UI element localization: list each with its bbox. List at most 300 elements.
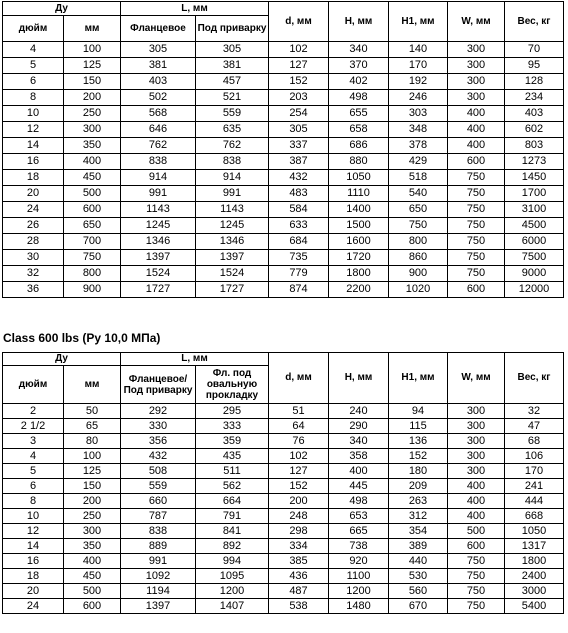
header-du: Ду — [3, 2, 121, 16]
table-cell: 502 — [121, 90, 196, 106]
table-cell: 8 — [3, 90, 64, 106]
table-row — [3, 58, 564, 74]
table-cell: 700 — [64, 234, 121, 250]
table-row — [3, 509, 564, 524]
table-cell: 508 — [121, 464, 196, 479]
table-cell: 12000 — [505, 282, 564, 298]
table-cell: 5400 — [505, 599, 564, 614]
table-cell: 500 — [448, 524, 505, 539]
table-cell: 1524 — [121, 266, 196, 282]
header-weight: Вес, кг — [505, 2, 564, 42]
table-cell: 400 — [448, 122, 505, 138]
table-cell: 263 — [389, 494, 448, 509]
table-cell: 540 — [389, 186, 448, 202]
table-cell: 16 — [3, 154, 64, 170]
table-row — [3, 202, 564, 218]
header-w: W, мм — [448, 353, 505, 404]
table-cell: 50 — [64, 404, 121, 419]
table-cell: 350 — [64, 539, 121, 554]
table-cell: 1194 — [121, 584, 196, 599]
table-cell: 340 — [329, 434, 389, 449]
header-oval-gasket: Фл. под овальную прокладку — [196, 366, 269, 404]
table-cell: 200 — [64, 90, 121, 106]
table-cell: 51 — [269, 404, 329, 419]
table-cell: 400 — [448, 509, 505, 524]
table-cell: 1092 — [121, 569, 196, 584]
table-cell: 664 — [196, 494, 269, 509]
table-cell: 65 — [64, 419, 121, 434]
table-cell: 498 — [329, 494, 389, 509]
table-row — [3, 170, 564, 186]
table-cell: 10 — [3, 509, 64, 524]
table-cell: 152 — [269, 479, 329, 494]
table-row — [3, 138, 564, 154]
header-flanged-weld: Фланцевое/ Под приварку — [121, 366, 196, 404]
table-cell: 750 — [448, 266, 505, 282]
table-cell: 500 — [64, 584, 121, 599]
table-cell: 127 — [269, 464, 329, 479]
header-du: Ду — [3, 353, 121, 366]
table-1-body — [3, 42, 564, 298]
header-inch: дюйм — [3, 366, 64, 404]
table-cell: 402 — [329, 74, 389, 90]
section-title: Class 600 lbs (Py 10,0 МПа) — [3, 331, 161, 345]
table-cell: 300 — [448, 90, 505, 106]
table-cell: 914 — [196, 170, 269, 186]
table-cell: 530 — [389, 569, 448, 584]
table-cell: 750 — [448, 250, 505, 266]
table-cell: 4500 — [505, 218, 564, 234]
table-cell: 295 — [196, 404, 269, 419]
table-cell: 498 — [329, 90, 389, 106]
table-cell: 738 — [329, 539, 389, 554]
table-cell: 1524 — [196, 266, 269, 282]
table-cell: 686 — [329, 138, 389, 154]
table-cell: 95 — [505, 58, 564, 74]
table-cell: 5 — [3, 464, 64, 479]
table-cell: 64 — [269, 419, 329, 434]
table-row — [3, 494, 564, 509]
header-h: H, мм — [329, 2, 389, 42]
table-cell: 6000 — [505, 234, 564, 250]
table-row — [3, 282, 564, 298]
table-cell: 356 — [121, 434, 196, 449]
table-cell: 559 — [196, 106, 269, 122]
table-cell: 600 — [64, 202, 121, 218]
table-cell: 4 — [3, 449, 64, 464]
table-cell: 457 — [196, 74, 269, 90]
table-cell: 500 — [64, 186, 121, 202]
table-cell: 511 — [196, 464, 269, 479]
table-cell: 6 — [3, 479, 64, 494]
table-cell: 1397 — [121, 599, 196, 614]
table-cell: 300 — [448, 74, 505, 90]
table-cell: 1727 — [196, 282, 269, 298]
table-row — [3, 154, 564, 170]
table-cell: 300 — [64, 524, 121, 539]
table-row — [3, 584, 564, 599]
table-cell: 128 — [505, 74, 564, 90]
table-cell: 1500 — [329, 218, 389, 234]
table-cell: 658 — [329, 122, 389, 138]
table-cell: 127 — [269, 58, 329, 74]
header-h: H, мм — [329, 353, 389, 404]
table-cell: 600 — [448, 282, 505, 298]
table-cell: 1480 — [329, 599, 389, 614]
table-cell: 800 — [389, 234, 448, 250]
table-cell: 16 — [3, 554, 64, 569]
table-cell: 668 — [505, 509, 564, 524]
table-cell: 838 — [196, 154, 269, 170]
table-cell: 9000 — [505, 266, 564, 282]
table-cell: 892 — [196, 539, 269, 554]
table-cell: 1245 — [196, 218, 269, 234]
table-cell: 290 — [329, 419, 389, 434]
table-row — [3, 42, 564, 58]
table-row — [3, 419, 564, 434]
table-cell: 125 — [64, 464, 121, 479]
table-cell: 4 — [3, 42, 64, 58]
table-cell: 991 — [121, 554, 196, 569]
table-cell: 10 — [3, 106, 64, 122]
table-cell: 400 — [448, 494, 505, 509]
table-row — [3, 539, 564, 554]
table-cell: 26 — [3, 218, 64, 234]
table-cell: 633 — [269, 218, 329, 234]
table-cell: 400 — [448, 138, 505, 154]
table-row — [3, 554, 564, 569]
table-cell: 250 — [64, 509, 121, 524]
table-cell: 538 — [269, 599, 329, 614]
table-cell: 1800 — [329, 266, 389, 282]
table-cell: 68 — [505, 434, 564, 449]
table-cell: 1450 — [505, 170, 564, 186]
table-cell: 12 — [3, 524, 64, 539]
header-mm: мм — [64, 366, 121, 404]
table-cell: 106 — [505, 449, 564, 464]
table-cell: 115 — [389, 419, 448, 434]
table-cell: 838 — [121, 154, 196, 170]
table-cell: 1273 — [505, 154, 564, 170]
table-cell: 1400 — [329, 202, 389, 218]
table-cell: 12 — [3, 122, 64, 138]
table-cell: 450 — [64, 569, 121, 584]
header-weight: Вес, кг — [505, 353, 564, 404]
header-weld: Под приварку — [196, 16, 269, 42]
table-cell: 750 — [448, 202, 505, 218]
table-cell: 300 — [448, 404, 505, 419]
table-cell: 1727 — [121, 282, 196, 298]
table-cell: 400 — [64, 154, 121, 170]
table-cell: 300 — [448, 434, 505, 449]
table-cell: 2200 — [329, 282, 389, 298]
table-cell: 32 — [505, 404, 564, 419]
table-cell: 330 — [121, 419, 196, 434]
table-cell: 403 — [505, 106, 564, 122]
table-cell: 487 — [269, 584, 329, 599]
table-cell: 646 — [121, 122, 196, 138]
table-cell: 359 — [196, 434, 269, 449]
table-cell: 750 — [448, 234, 505, 250]
table-cell: 150 — [64, 74, 121, 90]
table-cell: 20 — [3, 584, 64, 599]
table-cell: 791 — [196, 509, 269, 524]
table-cell: 602 — [505, 122, 564, 138]
table-cell: 305 — [196, 42, 269, 58]
table-cell: 2 — [3, 404, 64, 419]
table-cell: 600 — [448, 154, 505, 170]
table-cell: 18 — [3, 170, 64, 186]
table-cell: 665 — [329, 524, 389, 539]
table-cell: 432 — [121, 449, 196, 464]
table-cell: 803 — [505, 138, 564, 154]
table-cell: 1346 — [121, 234, 196, 250]
table-cell: 444 — [505, 494, 564, 509]
table-cell: 333 — [196, 419, 269, 434]
table-row — [3, 449, 564, 464]
table-cell: 241 — [505, 479, 564, 494]
table-cell: 1317 — [505, 539, 564, 554]
table-cell: 389 — [389, 539, 448, 554]
table-cell: 1020 — [389, 282, 448, 298]
table-cell: 300 — [448, 42, 505, 58]
table-cell: 381 — [196, 58, 269, 74]
table-cell: 70 — [505, 42, 564, 58]
table-cell: 1245 — [121, 218, 196, 234]
table-cell: 8 — [3, 494, 64, 509]
header-length: L, мм — [121, 353, 269, 366]
table-cell: 125 — [64, 58, 121, 74]
table-cell: 24 — [3, 202, 64, 218]
table-cell: 100 — [64, 449, 121, 464]
table-row — [3, 464, 564, 479]
table-cell: 450 — [64, 170, 121, 186]
table-cell: 370 — [329, 58, 389, 74]
table-cell: 1200 — [196, 584, 269, 599]
table-cell: 240 — [329, 404, 389, 419]
table-cell: 246 — [389, 90, 448, 106]
table-cell: 991 — [196, 186, 269, 202]
table-cell: 1100 — [329, 569, 389, 584]
table-cell: 800 — [64, 266, 121, 282]
table-row — [3, 90, 564, 106]
table-cell: 2 1/2 — [3, 419, 64, 434]
table-cell: 3100 — [505, 202, 564, 218]
table-row — [3, 479, 564, 494]
table-cell: 483 — [269, 186, 329, 202]
table-cell: 635 — [196, 122, 269, 138]
table-cell: 180 — [389, 464, 448, 479]
table-cell: 1200 — [329, 584, 389, 599]
table-cell: 653 — [329, 509, 389, 524]
table-cell: 6 — [3, 74, 64, 90]
table-cell: 900 — [64, 282, 121, 298]
table-row — [3, 569, 564, 584]
table-cell: 209 — [389, 479, 448, 494]
table-cell: 562 — [196, 479, 269, 494]
table-cell: 20 — [3, 186, 64, 202]
table-cell: 47 — [505, 419, 564, 434]
table-cell: 750 — [448, 554, 505, 569]
table-cell: 1407 — [196, 599, 269, 614]
table-cell: 140 — [389, 42, 448, 58]
table-cell: 750 — [64, 250, 121, 266]
table-cell: 600 — [448, 539, 505, 554]
table-cell: 200 — [269, 494, 329, 509]
table-row — [3, 524, 564, 539]
table-cell: 900 — [389, 266, 448, 282]
table-cell: 300 — [448, 449, 505, 464]
table-row — [3, 250, 564, 266]
table-cell: 1800 — [505, 554, 564, 569]
table-cell: 750 — [448, 218, 505, 234]
table-cell: 762 — [196, 138, 269, 154]
table-cell: 381 — [121, 58, 196, 74]
table-cell: 234 — [505, 90, 564, 106]
table-cell: 650 — [389, 202, 448, 218]
table-cell: 403 — [121, 74, 196, 90]
table-cell: 354 — [389, 524, 448, 539]
table-cell: 440 — [389, 554, 448, 569]
table-cell: 170 — [389, 58, 448, 74]
table-cell: 305 — [269, 122, 329, 138]
table-row — [3, 234, 564, 250]
table-cell: 254 — [269, 106, 329, 122]
table-cell: 36 — [3, 282, 64, 298]
table-cell: 292 — [121, 404, 196, 419]
table-cell: 300 — [64, 122, 121, 138]
table-cell: 94 — [389, 404, 448, 419]
table-cell: 1050 — [329, 170, 389, 186]
table-cell: 303 — [389, 106, 448, 122]
header-inch: дюйм — [3, 16, 64, 42]
table-cell: 337 — [269, 138, 329, 154]
dimensions-table-2 — [2, 352, 564, 614]
table-cell: 102 — [269, 42, 329, 58]
table-row — [3, 218, 564, 234]
table-cell: 5 — [3, 58, 64, 74]
table-cell: 300 — [448, 464, 505, 479]
table-cell: 560 — [389, 584, 448, 599]
table-cell: 250 — [64, 106, 121, 122]
header-h1: H1, мм — [389, 2, 448, 42]
table-cell: 400 — [329, 464, 389, 479]
table-cell: 445 — [329, 479, 389, 494]
table-cell: 762 — [121, 138, 196, 154]
dimensions-table-1 — [2, 1, 564, 298]
table-cell: 136 — [389, 434, 448, 449]
table-cell: 3 — [3, 434, 64, 449]
table-cell: 385 — [269, 554, 329, 569]
table-cell: 655 — [329, 106, 389, 122]
table-cell: 1095 — [196, 569, 269, 584]
table-cell: 750 — [448, 584, 505, 599]
table-cell: 378 — [389, 138, 448, 154]
table-cell: 1050 — [505, 524, 564, 539]
table-cell: 300 — [448, 419, 505, 434]
table-cell: 920 — [329, 554, 389, 569]
table-cell: 400 — [64, 554, 121, 569]
table-cell: 203 — [269, 90, 329, 106]
table-cell: 18 — [3, 569, 64, 584]
table-cell: 200 — [64, 494, 121, 509]
table-cell: 994 — [196, 554, 269, 569]
table-cell: 350 — [64, 138, 121, 154]
table-cell: 559 — [121, 479, 196, 494]
table-cell: 838 — [121, 524, 196, 539]
table-cell: 750 — [448, 170, 505, 186]
table-cell: 152 — [269, 74, 329, 90]
table-cell: 305 — [121, 42, 196, 58]
table-row — [3, 266, 564, 282]
table-cell: 300 — [448, 58, 505, 74]
table-cell: 436 — [269, 569, 329, 584]
table-cell: 429 — [389, 154, 448, 170]
table-cell: 7500 — [505, 250, 564, 266]
header-mm: мм — [64, 16, 121, 42]
table-row — [3, 599, 564, 614]
table-cell: 1110 — [329, 186, 389, 202]
table-cell: 600 — [64, 599, 121, 614]
table-cell: 880 — [329, 154, 389, 170]
table-cell: 779 — [269, 266, 329, 282]
table-cell: 889 — [121, 539, 196, 554]
table-cell: 340 — [329, 42, 389, 58]
table-cell: 991 — [121, 186, 196, 202]
table-cell: 914 — [121, 170, 196, 186]
header-w: W, мм — [448, 2, 505, 42]
table-row — [3, 74, 564, 90]
table-cell: 518 — [389, 170, 448, 186]
header-length: L, мм — [121, 2, 269, 16]
table-cell: 1346 — [196, 234, 269, 250]
table-cell: 102 — [269, 449, 329, 464]
table-cell: 684 — [269, 234, 329, 250]
table-cell: 400 — [448, 479, 505, 494]
table-cell: 170 — [505, 464, 564, 479]
table-cell: 14 — [3, 539, 64, 554]
table-cell: 670 — [389, 599, 448, 614]
table-cell: 24 — [3, 599, 64, 614]
table-2-body — [3, 404, 564, 614]
table-cell: 1600 — [329, 234, 389, 250]
table-cell: 1397 — [121, 250, 196, 266]
table-row — [3, 186, 564, 202]
table-cell: 787 — [121, 509, 196, 524]
table-cell: 387 — [269, 154, 329, 170]
table-cell: 80 — [64, 434, 121, 449]
table-cell: 150 — [64, 479, 121, 494]
table-cell: 28 — [3, 234, 64, 250]
header-d: d, мм — [269, 2, 329, 42]
table-cell: 750 — [389, 218, 448, 234]
table-cell: 860 — [389, 250, 448, 266]
header-flanged: Фланцевое — [121, 16, 196, 42]
table-cell: 660 — [121, 494, 196, 509]
table-cell: 1397 — [196, 250, 269, 266]
table-cell: 1143 — [121, 202, 196, 218]
table-cell: 30 — [3, 250, 64, 266]
table-cell: 568 — [121, 106, 196, 122]
table-cell: 435 — [196, 449, 269, 464]
table-row — [3, 434, 564, 449]
table-cell: 584 — [269, 202, 329, 218]
table-cell: 841 — [196, 524, 269, 539]
table-cell: 750 — [448, 599, 505, 614]
table-cell: 650 — [64, 218, 121, 234]
header-d: d, мм — [269, 353, 329, 404]
table-cell: 874 — [269, 282, 329, 298]
